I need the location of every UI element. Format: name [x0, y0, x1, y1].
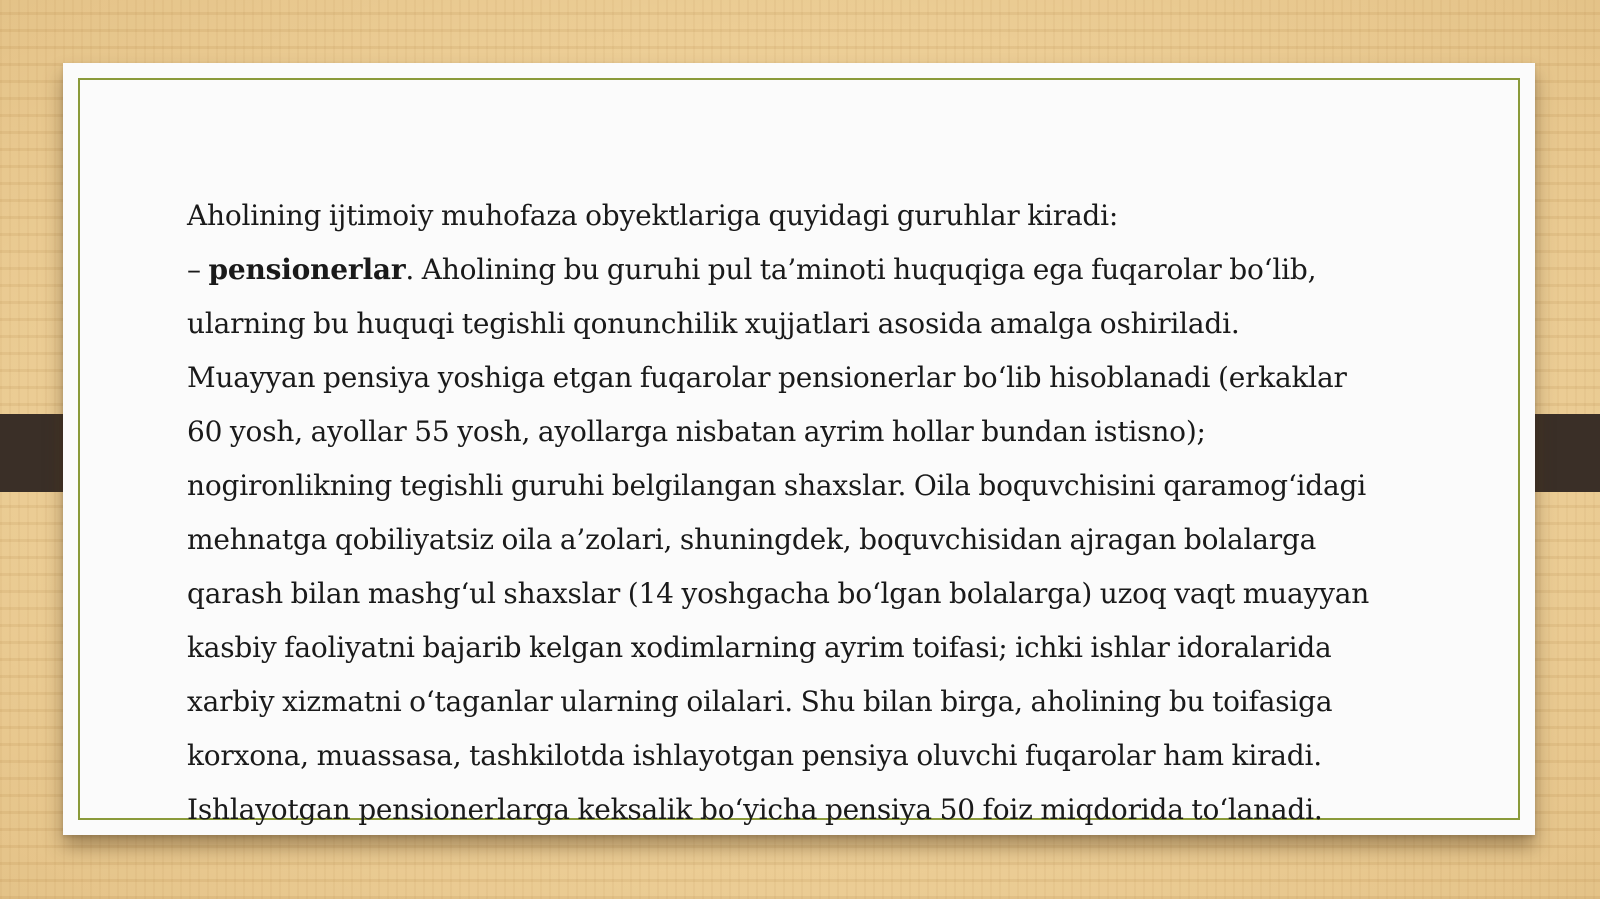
- text-line-11: korxona, muassasa, tashkilotda ishlayotgan pensiya oluvchi fuqarolar ham kiradi.: [187, 739, 1322, 772]
- slide-card: [63, 63, 1535, 835]
- slide-body-text: [187, 189, 1447, 837]
- text-line-5: 60 yosh, ayollar 55 yosh, ayollarga nisbatan ayrim hollar bundan istisno);: [187, 415, 1206, 448]
- text-line-4: Muayyan pensiya yoshiga etgan fuqarolar pensionerlar bo‘lib hisoblanadi (erkaklar: [187, 361, 1347, 394]
- text-line-9: kasbiy faoliyatni bajarib kelgan xodimlarning ayrim toifasi; ichki ishlar idoralarida: [187, 631, 1332, 664]
- text-line-3: ularning bu huquqi tegishli qonunchilik xujjatlari asosida amalga oshiriladi.: [187, 307, 1240, 340]
- text-line-10: xarbiy xizmatni o‘taganlar ularning oilalari. Shu bilan birga, aholining bu toifasiga: [187, 685, 1333, 718]
- text-line-12: Ishlayotgan pensionerlarga keksalik bo‘yicha pensiya 50 foiz miqdorida to‘lanadi.: [187, 793, 1323, 826]
- dash-prefix: –: [187, 253, 209, 286]
- text-line-8: qarash bilan mashg‘ul shaxslar (14 yoshgacha bo‘lgan bolalarga) uzoq vaqt muayyan: [187, 577, 1370, 610]
- text-line-6: nogironlikning tegishli guruhi belgilangan shaxslar. Oila boquvchisini qaramog‘idagi: [187, 469, 1366, 502]
- bold-term-pensionerlar: pensionerlar: [208, 253, 406, 286]
- text-line-1: Aholining ijtimoiy muhofaza obyektlariga quyidagi guruhlar kiradi:: [187, 199, 1119, 232]
- text-line-2-rest: . Aholining bu guruhi pul ta’minoti huquqiga ega fuqarolar bo‘lib,: [405, 253, 1317, 286]
- text-line-7: mehnatga qobiliyatsiz oila a’zolari, shuningdek, boquvchisidan ajragan bolalarga: [187, 523, 1317, 556]
- text-line-2: [187, 243, 1447, 297]
